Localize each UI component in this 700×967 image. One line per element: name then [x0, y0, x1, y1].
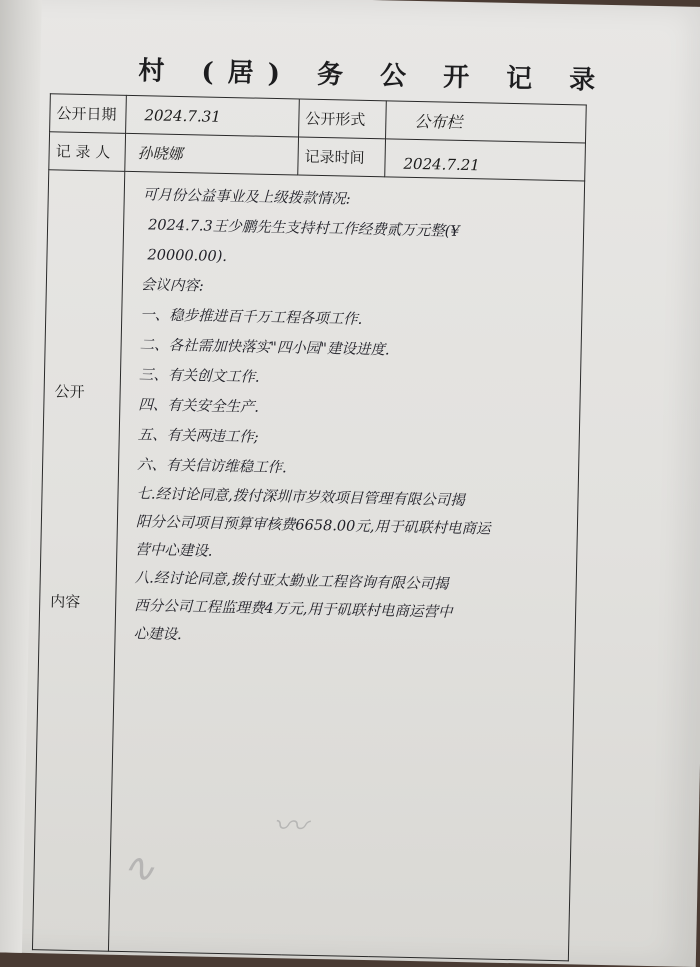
open-label: 公开: [54, 382, 85, 402]
content-line: 营中心建设.: [135, 542, 213, 560]
content-lines: [133, 180, 576, 657]
form-label: 公开形式: [299, 99, 387, 139]
content-line: 五、有关两违工作;: [137, 427, 259, 446]
content-line: 西分公司工程监理费4万元,用于矶联村电商运营中: [134, 598, 453, 621]
page-title: 村 (居) 务 公 开 记 录: [138, 56, 610, 96]
signature-smudge: ∿: [121, 844, 156, 892]
content-line: 20000.00).: [147, 247, 228, 266]
content-line: 会议内容:: [140, 277, 204, 295]
date-label: 公开日期: [50, 94, 127, 134]
form-value: 公布栏: [386, 101, 587, 143]
content-line: 六、有关信访维稳工作.: [136, 457, 287, 477]
content-line: 七.经讨论同意,拨付深圳市岁效项目管理有限公司揭: [136, 486, 465, 510]
content-line: 四、有关安全生产.: [138, 397, 260, 416]
content-row: [32, 170, 584, 961]
record-time-value: 2024.7.21: [385, 139, 586, 181]
content-cell: [108, 171, 584, 960]
content-line: 阳分公司项目预算审核费6658.00元,用于矶联村电商运: [135, 514, 491, 538]
signature-smudge: 〰: [272, 806, 308, 847]
record-table: [32, 93, 587, 961]
content-line: 二、各社需加快落实"四小园"建设进度.: [139, 337, 390, 359]
content-line: 心建设.: [133, 626, 182, 644]
date-value: 2024.7.31: [126, 95, 300, 137]
record-time-label: 记录时间: [298, 137, 386, 177]
content-label: 内容: [50, 592, 81, 612]
content-line: 2024.7.3王少鹏先生支持村工作经费贰万元整(¥: [147, 217, 460, 240]
content-line: 可月份公益事业及上级拨款情况:: [142, 187, 351, 208]
content-line: 三、有关创文工作.: [138, 367, 260, 386]
content-line: 一、稳步推进百千万工程各项工作.: [140, 307, 363, 328]
recorder-value: 孙晓娜: [125, 133, 299, 175]
content-line: 八.经讨论同意,拨付亚太勤业工程咨询有限公司揭: [134, 570, 449, 593]
recorder-label: 记 录 人: [49, 132, 126, 172]
